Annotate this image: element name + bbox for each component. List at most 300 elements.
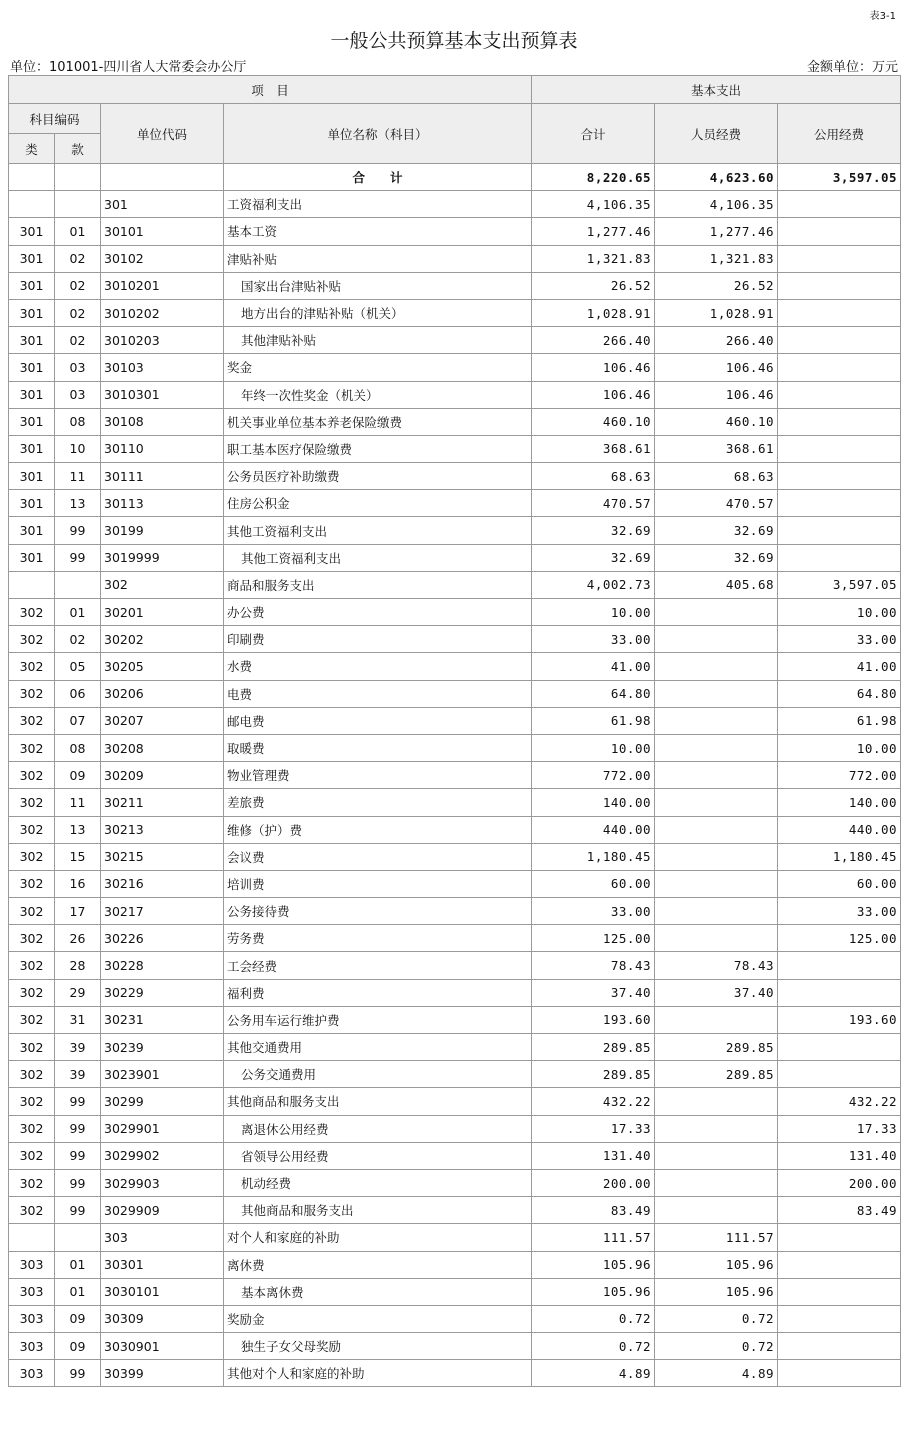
- table-row: [9, 354, 901, 381]
- header-kuan: 款: [55, 134, 101, 164]
- row-kuan: 06: [55, 680, 101, 707]
- row-personnel: 78.43: [655, 952, 778, 979]
- row-name: 职工基本医疗保险缴费: [224, 435, 532, 462]
- row-name: 其他工资福利支出: [224, 517, 532, 544]
- row-name: 津贴补贴: [224, 245, 532, 272]
- row-name: 水费: [224, 653, 532, 680]
- row-total: 125.00: [532, 925, 655, 952]
- row-unit-code: 30211: [101, 789, 224, 816]
- unit-label: 单位：101001-四川省人大常委会办公厅: [10, 60, 247, 75]
- row-kuan: 99: [55, 1115, 101, 1142]
- row-public: [778, 1305, 901, 1332]
- row-personnel: [655, 1169, 778, 1196]
- row-personnel: [655, 653, 778, 680]
- row-personnel: [655, 762, 778, 789]
- row-public: [778, 272, 901, 299]
- row-public: 140.00: [778, 789, 901, 816]
- table-row: [9, 789, 901, 816]
- row-lei: 302: [9, 1034, 55, 1061]
- table-row: [9, 1305, 901, 1332]
- row-public: 10.00: [778, 734, 901, 761]
- row-total: 0.72: [532, 1333, 655, 1360]
- row-personnel: 1,277.46: [655, 218, 778, 245]
- row-unit-code: 30206: [101, 680, 224, 707]
- row-kuan: 17: [55, 898, 101, 925]
- row-public: 33.00: [778, 898, 901, 925]
- row-lei: 301: [9, 354, 55, 381]
- page-title: 一般公共预算基本支出预算表: [330, 30, 578, 52]
- table-row: [9, 381, 901, 408]
- row-personnel: [655, 680, 778, 707]
- row-lei: 302: [9, 816, 55, 843]
- header-basic-expenditure: 基本支出: [532, 76, 901, 104]
- row-unit-code: 30201: [101, 599, 224, 626]
- table-row: [9, 327, 901, 354]
- row-kuan: 05: [55, 653, 101, 680]
- row-public: [778, 1034, 901, 1061]
- row-personnel: [655, 1006, 778, 1033]
- row-total: 460.10: [532, 408, 655, 435]
- row-unit-code: 30229: [101, 979, 224, 1006]
- row-kuan: 31: [55, 1006, 101, 1033]
- row-total: 106.46: [532, 381, 655, 408]
- row-total: 10.00: [532, 734, 655, 761]
- row-personnel: 105.96: [655, 1251, 778, 1278]
- row-kuan: 26: [55, 925, 101, 952]
- row-lei: 302: [9, 979, 55, 1006]
- row-name: 对个人和家庭的补助: [224, 1224, 532, 1251]
- row-name: 公务接待费: [224, 898, 532, 925]
- row-kuan: 09: [55, 762, 101, 789]
- row-unit-code: 30199: [101, 517, 224, 544]
- row-name: 工资福利支出: [224, 191, 532, 218]
- row-lei: 303: [9, 1305, 55, 1332]
- row-kuan: [55, 1224, 101, 1251]
- row-name: 福利费: [224, 979, 532, 1006]
- row-public: 41.00: [778, 653, 901, 680]
- table-row: [9, 952, 901, 979]
- row-public: [778, 1251, 901, 1278]
- row-kuan: 28: [55, 952, 101, 979]
- row-total: 68.63: [532, 463, 655, 490]
- row-lei: 301: [9, 218, 55, 245]
- row-name: 邮电费: [224, 707, 532, 734]
- row-total: 32.69: [532, 517, 655, 544]
- row-public: [778, 952, 901, 979]
- row-lei: 301: [9, 463, 55, 490]
- row-personnel: [655, 816, 778, 843]
- row-public: [778, 381, 901, 408]
- row-lei: 302: [9, 843, 55, 870]
- header-total: 合计: [532, 104, 655, 164]
- total-amount: 8,220.65: [532, 164, 655, 191]
- row-personnel: [655, 1088, 778, 1115]
- table-row: [9, 979, 901, 1006]
- row-name: 取暖费: [224, 734, 532, 761]
- row-total: 432.22: [532, 1088, 655, 1115]
- row-total: 33.00: [532, 898, 655, 925]
- row-total: 41.00: [532, 653, 655, 680]
- total-public: 3,597.05: [778, 164, 901, 191]
- row-unit-code: 30226: [101, 925, 224, 952]
- row-lei: 301: [9, 490, 55, 517]
- table-row: [9, 898, 901, 925]
- row-name: 公务交通费用: [224, 1061, 532, 1088]
- table-row: [9, 653, 901, 680]
- row-lei: [9, 571, 55, 598]
- row-kuan: 99: [55, 1197, 101, 1224]
- row-total: 470.57: [532, 490, 655, 517]
- row-public: 432.22: [778, 1088, 901, 1115]
- row-kuan: 39: [55, 1061, 101, 1088]
- row-total: 1,277.46: [532, 218, 655, 245]
- row-total: 26.52: [532, 272, 655, 299]
- row-public: [778, 1224, 901, 1251]
- row-personnel: [655, 707, 778, 734]
- row-unit-code: 3010301: [101, 381, 224, 408]
- table-row: [9, 870, 901, 897]
- row-lei: 302: [9, 762, 55, 789]
- row-public: 1,180.45: [778, 843, 901, 870]
- table-row: [9, 1142, 901, 1169]
- row-total: 4.89: [532, 1360, 655, 1387]
- table-row: [9, 544, 901, 571]
- row-personnel: 368.61: [655, 435, 778, 462]
- row-unit-code: 30208: [101, 734, 224, 761]
- row-lei: 302: [9, 952, 55, 979]
- header-public: 公用经费: [778, 104, 901, 164]
- table-row: [9, 1006, 901, 1033]
- row-total: 140.00: [532, 789, 655, 816]
- row-name: 年终一次性奖金（机关）: [224, 381, 532, 408]
- row-unit-code: 30215: [101, 843, 224, 870]
- row-kuan: 99: [55, 517, 101, 544]
- row-kuan: 99: [55, 1088, 101, 1115]
- row-personnel: 26.52: [655, 272, 778, 299]
- row-lei: 302: [9, 1088, 55, 1115]
- row-name: 省领导公用经费: [224, 1142, 532, 1169]
- row-name: 奖励金: [224, 1305, 532, 1332]
- row-total: 1,321.83: [532, 245, 655, 272]
- total-personnel: 4,623.60: [655, 164, 778, 191]
- row-total: 1,028.91: [532, 299, 655, 326]
- table-row: [9, 218, 901, 245]
- row-personnel: 289.85: [655, 1061, 778, 1088]
- row-public: [778, 517, 901, 544]
- table-row: [9, 490, 901, 517]
- row-lei: 301: [9, 408, 55, 435]
- row-public: 33.00: [778, 626, 901, 653]
- row-unit-code: 30202: [101, 626, 224, 653]
- row-kuan: 11: [55, 463, 101, 490]
- row-name: 商品和服务支出: [224, 571, 532, 598]
- header-unit-name: 单位名称（科目）: [224, 104, 532, 164]
- row-name: 其他交通费用: [224, 1034, 532, 1061]
- row-public: 61.98: [778, 707, 901, 734]
- row-name: 基本离休费: [224, 1278, 532, 1305]
- table-row: [9, 843, 901, 870]
- row-kuan: 13: [55, 490, 101, 517]
- table-row: [9, 1278, 901, 1305]
- row-lei: 302: [9, 653, 55, 680]
- row-unit-code: 30207: [101, 707, 224, 734]
- row-public: 83.49: [778, 1197, 901, 1224]
- row-name: 住房公积金: [224, 490, 532, 517]
- row-public: [778, 218, 901, 245]
- row-name: 物业管理费: [224, 762, 532, 789]
- row-kuan: 02: [55, 272, 101, 299]
- table-row: [9, 680, 901, 707]
- table-row: [9, 1251, 901, 1278]
- total-row: [9, 164, 901, 191]
- row-personnel: 460.10: [655, 408, 778, 435]
- row-public: [778, 299, 901, 326]
- row-personnel: [655, 1142, 778, 1169]
- row-unit-code: 3030101: [101, 1278, 224, 1305]
- row-unit-code: 302: [101, 571, 224, 598]
- row-unit-code: 3023901: [101, 1061, 224, 1088]
- row-unit-code: 30108: [101, 408, 224, 435]
- row-total: 4,106.35: [532, 191, 655, 218]
- table-row: [9, 734, 901, 761]
- row-personnel: 405.68: [655, 571, 778, 598]
- row-kuan: [55, 571, 101, 598]
- row-personnel: [655, 1197, 778, 1224]
- row-lei: 301: [9, 299, 55, 326]
- row-unit-code: 30216: [101, 870, 224, 897]
- row-name: 培训费: [224, 870, 532, 897]
- table-row: [9, 1333, 901, 1360]
- row-lei: 301: [9, 245, 55, 272]
- row-kuan: 09: [55, 1305, 101, 1332]
- row-unit-code: 30113: [101, 490, 224, 517]
- row-personnel: [655, 734, 778, 761]
- row-lei: 302: [9, 707, 55, 734]
- row-kuan: 02: [55, 245, 101, 272]
- row-total: 83.49: [532, 1197, 655, 1224]
- row-kuan: 13: [55, 816, 101, 843]
- row-public: [778, 1278, 901, 1305]
- row-personnel: [655, 789, 778, 816]
- row-unit-code: 30399: [101, 1360, 224, 1387]
- row-kuan: 39: [55, 1034, 101, 1061]
- table-row: [9, 571, 901, 598]
- table-row: [9, 435, 901, 462]
- row-lei: 302: [9, 1169, 55, 1196]
- row-unit-code: 301: [101, 191, 224, 218]
- row-public: [778, 490, 901, 517]
- table-row: [9, 272, 901, 299]
- row-name: 基本工资: [224, 218, 532, 245]
- row-public: [778, 245, 901, 272]
- row-lei: 303: [9, 1360, 55, 1387]
- row-lei: 302: [9, 1061, 55, 1088]
- row-public: 200.00: [778, 1169, 901, 1196]
- row-public: [778, 463, 901, 490]
- row-lei: 302: [9, 1197, 55, 1224]
- row-total: 131.40: [532, 1142, 655, 1169]
- row-personnel: 68.63: [655, 463, 778, 490]
- row-kuan: 08: [55, 734, 101, 761]
- table-row: [9, 1360, 901, 1387]
- row-public: [778, 435, 901, 462]
- row-kuan: 01: [55, 1278, 101, 1305]
- row-total: 266.40: [532, 327, 655, 354]
- row-total: 368.61: [532, 435, 655, 462]
- row-personnel: 32.69: [655, 517, 778, 544]
- row-lei: 302: [9, 734, 55, 761]
- row-unit-code: 3029901: [101, 1115, 224, 1142]
- row-public: [778, 354, 901, 381]
- table-row: [9, 599, 901, 626]
- row-lei: 302: [9, 599, 55, 626]
- row-total: 1,180.45: [532, 843, 655, 870]
- row-kuan: 99: [55, 1142, 101, 1169]
- row-unit-code: 30299: [101, 1088, 224, 1115]
- row-name: 办公费: [224, 599, 532, 626]
- row-lei: 301: [9, 272, 55, 299]
- row-public: [778, 1360, 901, 1387]
- table-row: [9, 1115, 901, 1142]
- row-public: 193.60: [778, 1006, 901, 1033]
- table-number: 表3-1: [869, 11, 896, 22]
- row-kuan: 01: [55, 218, 101, 245]
- row-public: 17.33: [778, 1115, 901, 1142]
- row-name: 电费: [224, 680, 532, 707]
- row-name: 公务用车运行维护费: [224, 1006, 532, 1033]
- row-unit-code: 30110: [101, 435, 224, 462]
- row-personnel: [655, 925, 778, 952]
- row-unit-code: 30205: [101, 653, 224, 680]
- row-kuan: 01: [55, 599, 101, 626]
- row-lei: 302: [9, 680, 55, 707]
- row-name: 其他商品和服务支出: [224, 1197, 532, 1224]
- row-total: 289.85: [532, 1061, 655, 1088]
- row-kuan: 03: [55, 381, 101, 408]
- table-row: [9, 245, 901, 272]
- row-unit-code: 3029909: [101, 1197, 224, 1224]
- row-total: 64.80: [532, 680, 655, 707]
- row-personnel: 0.72: [655, 1333, 778, 1360]
- row-kuan: 99: [55, 1360, 101, 1387]
- row-personnel: [655, 843, 778, 870]
- row-public: 64.80: [778, 680, 901, 707]
- row-name: 机关事业单位基本养老保险缴费: [224, 408, 532, 435]
- row-unit-code: 30239: [101, 1034, 224, 1061]
- row-kuan: 02: [55, 626, 101, 653]
- row-name: 维修（护）费: [224, 816, 532, 843]
- row-total: 106.46: [532, 354, 655, 381]
- row-lei: 303: [9, 1251, 55, 1278]
- row-lei: 301: [9, 517, 55, 544]
- row-kuan: [55, 191, 101, 218]
- row-personnel: [655, 898, 778, 925]
- row-total: 78.43: [532, 952, 655, 979]
- row-total: 193.60: [532, 1006, 655, 1033]
- header-subject-code: 科目编码: [9, 104, 101, 134]
- row-personnel: 266.40: [655, 327, 778, 354]
- table-row: [9, 626, 901, 653]
- header-lei: 类: [9, 134, 55, 164]
- row-unit-code: 3019999: [101, 544, 224, 571]
- table-row: [9, 517, 901, 544]
- row-unit-code: 30309: [101, 1305, 224, 1332]
- row-kuan: 10: [55, 435, 101, 462]
- row-name: 劳务费: [224, 925, 532, 952]
- header-unit-code: 单位代码: [101, 104, 224, 164]
- table-row: [9, 925, 901, 952]
- row-name: 离退休公用经费: [224, 1115, 532, 1142]
- row-public: 3,597.05: [778, 571, 901, 598]
- row-lei: 303: [9, 1333, 55, 1360]
- row-public: [778, 979, 901, 1006]
- row-total: 33.00: [532, 626, 655, 653]
- row-name: 奖金: [224, 354, 532, 381]
- row-name: 独生子女父母奖励: [224, 1333, 532, 1360]
- amount-unit-label: 金额单位：万元: [806, 60, 898, 75]
- row-unit-code: 3010201: [101, 272, 224, 299]
- row-personnel: 289.85: [655, 1034, 778, 1061]
- row-personnel: 470.57: [655, 490, 778, 517]
- row-unit-code: 30217: [101, 898, 224, 925]
- row-total: 105.96: [532, 1278, 655, 1305]
- row-lei: [9, 191, 55, 218]
- row-name: 工会经费: [224, 952, 532, 979]
- table-row: [9, 191, 901, 218]
- row-name: 其他工资福利支出: [224, 544, 532, 571]
- row-name: 公务员医疗补助缴费: [224, 463, 532, 490]
- row-lei: 301: [9, 381, 55, 408]
- row-name: 差旅费: [224, 789, 532, 816]
- table-row: [9, 1197, 901, 1224]
- row-personnel: 1,028.91: [655, 299, 778, 326]
- table-row: [9, 1088, 901, 1115]
- row-total: 4,002.73: [532, 571, 655, 598]
- row-personnel: [655, 1115, 778, 1142]
- row-lei: [9, 1224, 55, 1251]
- row-unit-code: 30101: [101, 218, 224, 245]
- total-label: 合 计: [224, 164, 532, 191]
- row-personnel: 32.69: [655, 544, 778, 571]
- row-unit-code: 30111: [101, 463, 224, 490]
- row-lei: 301: [9, 544, 55, 571]
- row-total: 17.33: [532, 1115, 655, 1142]
- table-row: [9, 816, 901, 843]
- row-public: 125.00: [778, 925, 901, 952]
- row-kuan: 29: [55, 979, 101, 1006]
- row-public: 440.00: [778, 816, 901, 843]
- row-kuan: 03: [55, 354, 101, 381]
- row-personnel: 106.46: [655, 381, 778, 408]
- row-personnel: 4,106.35: [655, 191, 778, 218]
- row-name: 其他津贴补贴: [224, 327, 532, 354]
- row-kuan: 07: [55, 707, 101, 734]
- row-unit-code: 30231: [101, 1006, 224, 1033]
- row-total: 772.00: [532, 762, 655, 789]
- row-unit-code: 30301: [101, 1251, 224, 1278]
- row-unit-code: 3010203: [101, 327, 224, 354]
- row-unit-code: 3010202: [101, 299, 224, 326]
- row-name: 离休费: [224, 1251, 532, 1278]
- row-lei: 301: [9, 327, 55, 354]
- row-public: 772.00: [778, 762, 901, 789]
- row-unit-code: 3029902: [101, 1142, 224, 1169]
- row-unit-code: 303: [101, 1224, 224, 1251]
- row-total: 32.69: [532, 544, 655, 571]
- row-unit-code: 30228: [101, 952, 224, 979]
- row-personnel: 1,321.83: [655, 245, 778, 272]
- row-lei: 302: [9, 898, 55, 925]
